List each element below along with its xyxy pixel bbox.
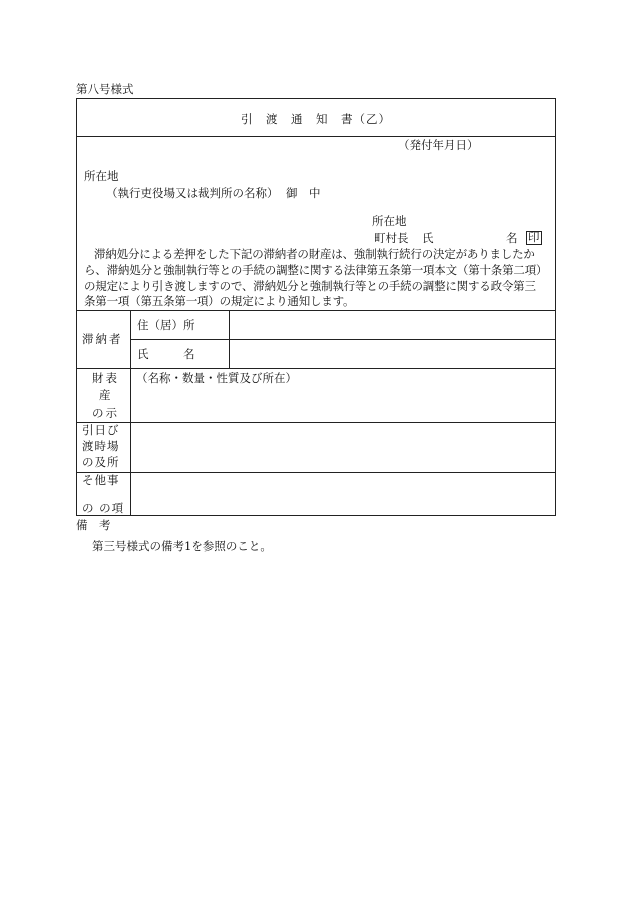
- form-title: 引 渡 通 知 書（乙）: [241, 112, 391, 126]
- name-label: 氏 名: [137, 347, 195, 361]
- label-column-divider: [130, 310, 131, 516]
- delivery-bottom-line: [76, 472, 556, 473]
- form-number: 第八号様式: [76, 82, 134, 96]
- seal-mark: 印: [528, 230, 540, 244]
- other-label-line-2: の の項: [82, 501, 125, 515]
- body-line-1: 滞納処分による差押をした下記の滞納者の財産は、強制執行続行の決定がありましたか: [94, 247, 535, 261]
- body-line-4: 条第一項（第五条第一項）の規定により通知します。: [84, 294, 355, 308]
- body-line-2: ら、滞納処分と強制執行等との手続の調整に関する法律第五条第一項本文（第十条第二項）: [84, 263, 548, 277]
- sender-location-label: 所在地: [372, 214, 407, 228]
- addressee-honorific: 御 中: [286, 186, 321, 200]
- issue-date-label: （発付年月日）: [398, 138, 479, 152]
- delinquent-bottom-line: [76, 368, 556, 369]
- table-top-line: [76, 310, 556, 311]
- delivery-label-line-1: 引日び: [82, 423, 120, 437]
- delinquent-subcolumn-divider: [229, 310, 230, 368]
- property-label-line-1: 財表: [92, 371, 119, 385]
- remarks-heading: 備 考: [76, 518, 111, 532]
- sender-title-label: 町村長: [374, 231, 409, 245]
- remarks-text: 第三号様式の備考1を参照のこと。: [92, 539, 272, 553]
- address-name-divider: [130, 339, 556, 340]
- sender-given-label: 名: [506, 231, 518, 245]
- property-bottom-line: [76, 422, 556, 423]
- sender-surname-label: 氏: [422, 231, 434, 245]
- delivery-label-line-3: の及所: [82, 455, 120, 469]
- property-hint: （名称・数量・性質及び所在）: [136, 371, 297, 385]
- addressee-name-label: （執行吏役場又は裁判所の名称）: [106, 186, 279, 200]
- property-label-line-3: の示: [92, 406, 119, 420]
- property-label-line-2: 産: [99, 388, 111, 402]
- delinquent-label: 滞納者: [82, 332, 123, 346]
- addressee-location-label: 所在地: [84, 169, 119, 183]
- other-label-line-1: そ他事: [82, 473, 120, 487]
- body-line-3: の規定により引き渡しますので、滞納処分と強制執行等との手続の調整に関する政令第三: [84, 279, 536, 293]
- address-label: 住（居）所: [137, 318, 195, 332]
- title-divider: [76, 136, 556, 137]
- delivery-label-line-2: 渡時場: [82, 439, 120, 453]
